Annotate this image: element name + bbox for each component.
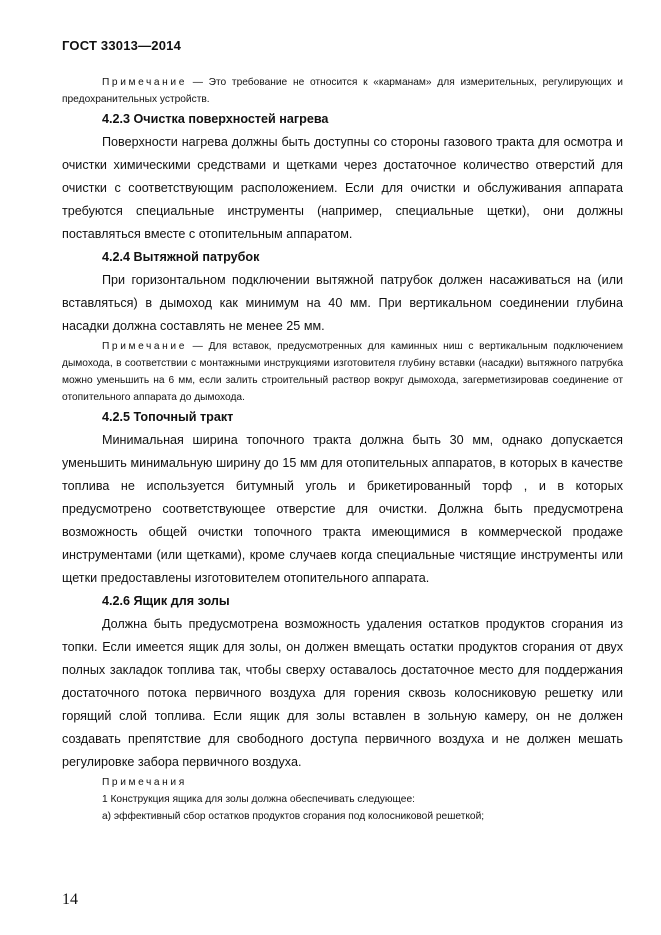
section-paragraph-4-2-3: Поверхности нагрева должны быть доступны со стороны газового тракта для осмотра и очистки химическими средствами и щетками через достаточное количество отверстий для очистки с соответствующим расположением. Если для очистки и обслуживания аппарата требуются специальные инструменты (например, специальные щетки), они должны поставляться вместе с отопительным аппаратом. xyxy=(62,135,623,241)
notes-label: Примечания xyxy=(102,777,187,788)
note-item-1a: а) эффективный сбор остатков продуктов сгорания под колосниковой решеткой; xyxy=(102,811,485,822)
note-carmans xyxy=(62,74,623,108)
note-text: — Для вставок, предусмотренных для каминных ниш с вертикальным подключением дымохода, в соответствии с монтажными инструкциями изготовителя глубину вставки (насадки) вытяжного патрубка можно уменьшить на 6 мм, если залить строительный раствор вокруг дымохода, загерметизировав соединение от отопительного аппарата до дымохода. xyxy=(62,341,623,403)
page-number: 14 xyxy=(62,891,78,908)
note-text: — Это требование не относится к «карманам» для измерительных, регулирующих и предохранительных устройств. xyxy=(62,77,623,105)
section-paragraph-4-2-5: Минимальная ширина топочного тракта должна быть 30 мм, однако допускается уменьшить минимальную ширину до 15 мм для отопительных аппаратов, в которых в качестве топлива не используется битумный уголь и брикетированный торф , и в которых предусмотрено соответствующее отверстие для очистки. Должна быть предусмотрена возможность общей очистки топочного тракта имеющимися в коммерческой продаже инструментами (или щетками), кроме случаев когда специальные чистящие инструменты или щетки предоставлены изготовителем отопительного аппарата. xyxy=(62,433,623,585)
section-heading-4-2-3: 4.2.3 Очистка поверхностей нагрева xyxy=(102,112,329,126)
section-paragraph-4-2-6: Должна быть предусмотрена возможность удаления остатков продуктов сгорания из топки. Если имеется ящик для золы, он должен вмещать остатки продуктов сгорания от двух полных закладок топлива так, чтобы сверху оставалось достаточное место для поддержания достаточного потока первичного воздуха для горения сквозь колосниковую решетку или горящий слой топлива. Если ящик для золы вставлен в зольную камеру, он не должен создавать препятствие для свободного доступа первичного воздуха и не должен мешать регулировке забора первичного воздуха. xyxy=(62,617,623,769)
note-item-1: 1 Конструкция ящика для золы должна обеспечивать следующее: xyxy=(102,794,415,805)
section-heading-4-2-5: 4.2.5 Топочный тракт xyxy=(102,410,234,424)
section-heading-4-2-6: 4.2.6 Ящик для золы xyxy=(102,594,230,608)
note-label: Примечание xyxy=(102,77,187,88)
note-flue-insert xyxy=(62,338,623,406)
page-body xyxy=(62,74,623,825)
note-label: Примечание xyxy=(102,341,187,352)
section-heading-4-2-4: 4.2.4 Вытяжной патрубок xyxy=(102,250,260,264)
section-paragraph-4-2-4: При горизонтальном подключении вытяжной патрубок должен насаживаться на (или вставляться) в дымоход как минимум на 40 мм. При вертикальном соединении глубина насадки должна составлять не менее 25 мм. xyxy=(62,273,623,333)
document-header: ГОСТ 33013—2014 xyxy=(62,38,181,53)
